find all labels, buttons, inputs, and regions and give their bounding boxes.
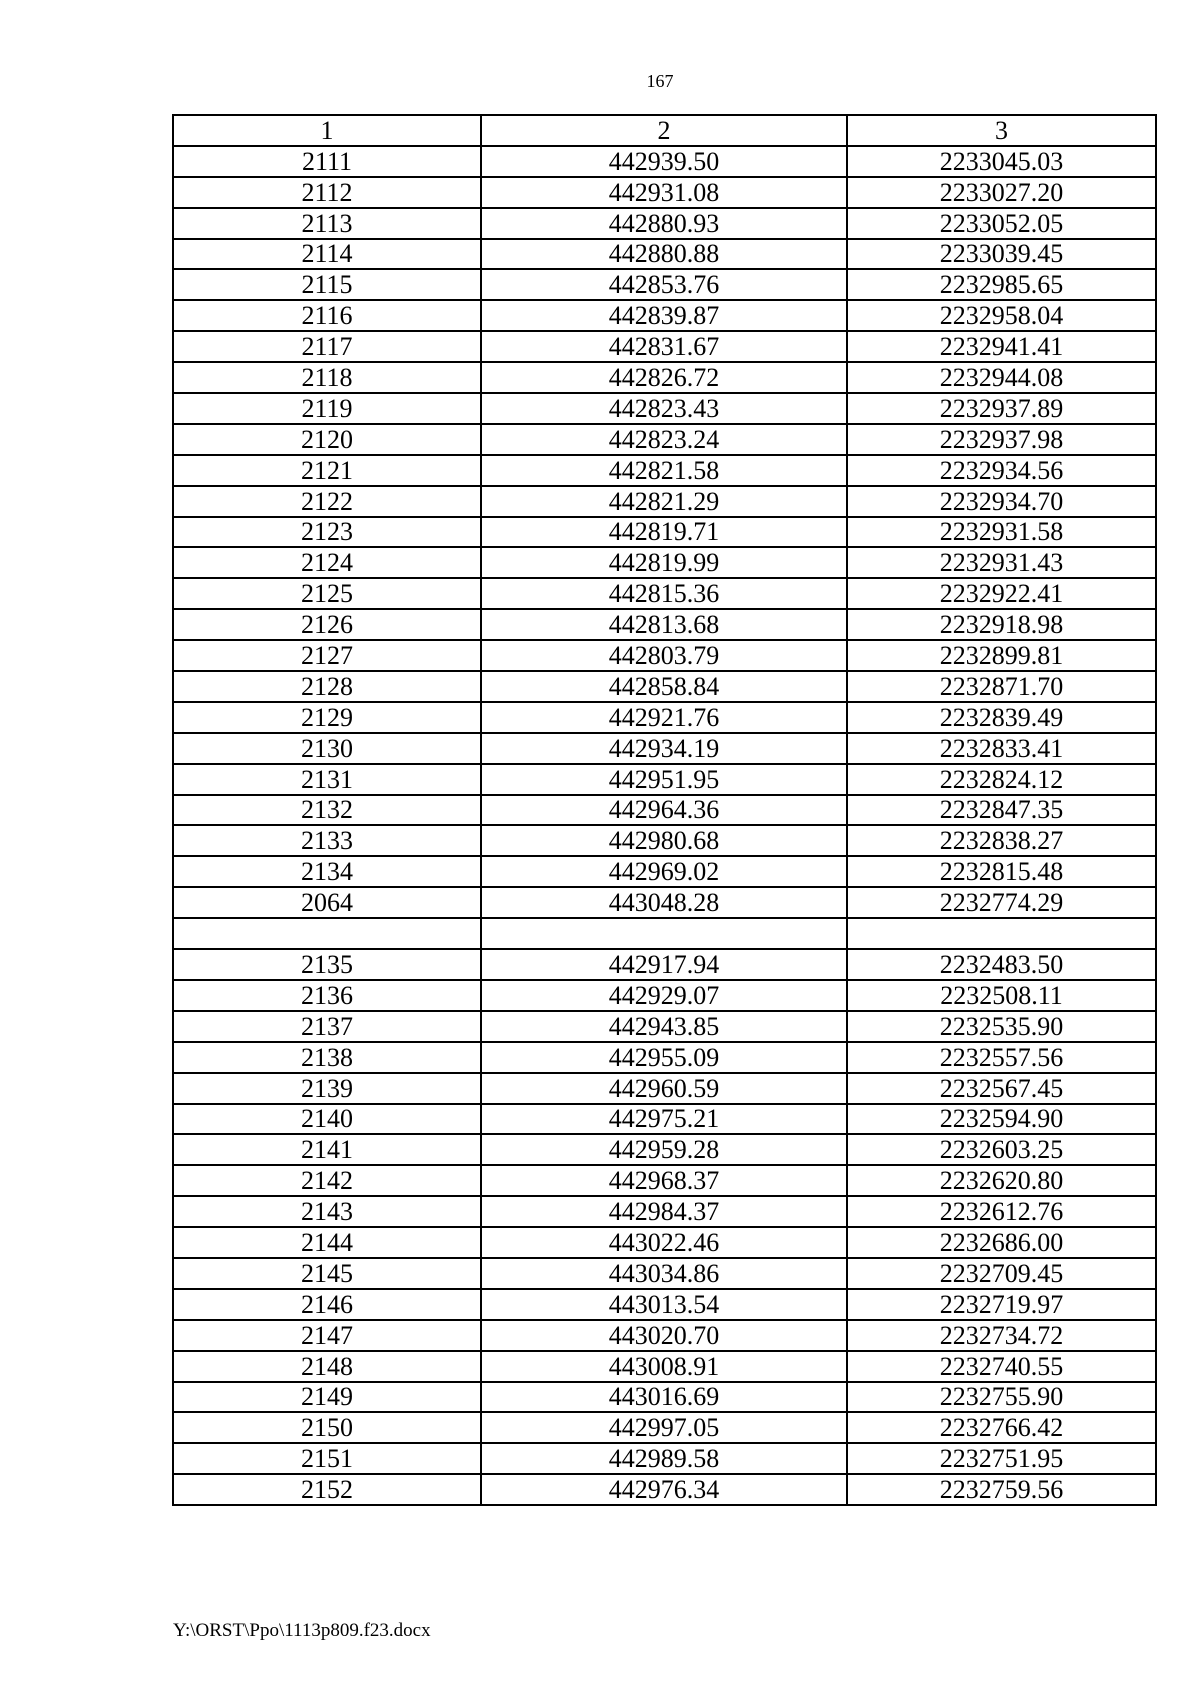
point-number-cell: 2132 <box>173 795 481 826</box>
point-number-cell: 2147 <box>173 1320 481 1351</box>
x-coordinate-cell: 442858.84 <box>481 671 847 702</box>
table-row <box>173 208 1156 239</box>
table-body <box>173 146 1156 1505</box>
y-coordinate-cell: 2232483.50 <box>847 949 1156 980</box>
y-coordinate-cell: 2233027.20 <box>847 177 1156 208</box>
point-number-cell: 2118 <box>173 362 481 393</box>
x-coordinate-cell: 442880.93 <box>481 208 847 239</box>
table-row <box>173 1320 1156 1351</box>
coordinates-table <box>172 114 1157 1506</box>
y-coordinate-cell: 2232941.41 <box>847 331 1156 362</box>
y-coordinate-cell: 2232751.95 <box>847 1443 1156 1474</box>
table-row <box>173 671 1156 702</box>
y-coordinate-cell: 2232567.45 <box>847 1073 1156 1104</box>
y-coordinate-cell: 2232944.08 <box>847 362 1156 393</box>
y-coordinate-cell: 2232612.76 <box>847 1196 1156 1227</box>
y-coordinate-cell: 2232755.90 <box>847 1382 1156 1413</box>
y-coordinate-cell: 2233039.45 <box>847 239 1156 270</box>
y-coordinate-cell: 2232620.80 <box>847 1165 1156 1196</box>
point-number-cell <box>173 918 481 949</box>
table-row <box>173 1412 1156 1443</box>
point-number-cell: 2140 <box>173 1104 481 1135</box>
x-coordinate-cell: 442823.24 <box>481 424 847 455</box>
table-header-row <box>173 115 1156 146</box>
table-row <box>173 702 1156 733</box>
x-coordinate-cell: 442959.28 <box>481 1134 847 1165</box>
point-number-cell: 2136 <box>173 980 481 1011</box>
y-coordinate-cell: 2232774.29 <box>847 887 1156 918</box>
point-number-cell: 2135 <box>173 949 481 980</box>
y-coordinate-cell <box>847 918 1156 949</box>
x-coordinate-cell: 443034.86 <box>481 1258 847 1289</box>
point-number-cell: 2148 <box>173 1351 481 1382</box>
table-row <box>173 825 1156 856</box>
point-number-cell: 2142 <box>173 1165 481 1196</box>
table-row <box>173 949 1156 980</box>
point-number-cell: 2129 <box>173 702 481 733</box>
y-coordinate-cell: 2232759.56 <box>847 1474 1156 1505</box>
x-coordinate-cell: 442815.36 <box>481 578 847 609</box>
file-path-footer: Y:\ORST\Ppo\1113p809.f23.docx <box>173 1620 431 1641</box>
point-number-cell: 2141 <box>173 1134 481 1165</box>
y-coordinate-cell: 2232871.70 <box>847 671 1156 702</box>
y-coordinate-cell: 2232922.41 <box>847 578 1156 609</box>
x-coordinate-cell: 442823.43 <box>481 393 847 424</box>
y-coordinate-cell: 2232686.00 <box>847 1227 1156 1258</box>
x-coordinate-cell: 442921.76 <box>481 702 847 733</box>
point-number-cell: 2151 <box>173 1443 481 1474</box>
x-coordinate-cell: 442939.50 <box>481 146 847 177</box>
x-coordinate-cell: 442984.37 <box>481 1196 847 1227</box>
table-row <box>173 177 1156 208</box>
y-coordinate-cell: 2232931.58 <box>847 517 1156 548</box>
x-coordinate-cell: 443016.69 <box>481 1382 847 1413</box>
table-row <box>173 1073 1156 1104</box>
y-coordinate-cell: 2232985.65 <box>847 269 1156 300</box>
x-coordinate-cell: 442831.67 <box>481 331 847 362</box>
point-number-cell: 2064 <box>173 887 481 918</box>
y-coordinate-cell: 2232937.98 <box>847 424 1156 455</box>
table-row <box>173 424 1156 455</box>
x-coordinate-cell: 442955.09 <box>481 1042 847 1073</box>
coordinates-table-container <box>172 114 1155 1506</box>
x-coordinate-cell: 442951.95 <box>481 764 847 795</box>
point-number-cell: 2114 <box>173 239 481 270</box>
x-coordinate-cell: 443013.54 <box>481 1289 847 1320</box>
table-row <box>173 486 1156 517</box>
table-row <box>173 640 1156 671</box>
x-coordinate-cell: 443048.28 <box>481 887 847 918</box>
point-number-cell: 2133 <box>173 825 481 856</box>
y-coordinate-cell: 2232603.25 <box>847 1134 1156 1165</box>
y-coordinate-cell: 2232934.70 <box>847 486 1156 517</box>
point-number-cell: 2128 <box>173 671 481 702</box>
table-row <box>173 980 1156 1011</box>
table-row <box>173 455 1156 486</box>
point-number-cell: 2124 <box>173 547 481 578</box>
table-row <box>173 609 1156 640</box>
y-coordinate-cell: 2232899.81 <box>847 640 1156 671</box>
point-number-cell: 2144 <box>173 1227 481 1258</box>
table-row <box>173 146 1156 177</box>
x-coordinate-cell: 442989.58 <box>481 1443 847 1474</box>
point-number-cell: 2111 <box>173 146 481 177</box>
table-row <box>173 1042 1156 1073</box>
point-number-cell: 2137 <box>173 1011 481 1042</box>
x-coordinate-cell: 442813.68 <box>481 609 847 640</box>
x-coordinate-cell: 442880.88 <box>481 239 847 270</box>
x-coordinate-cell: 442853.76 <box>481 269 847 300</box>
table-row <box>173 856 1156 887</box>
y-coordinate-cell: 2232958.04 <box>847 300 1156 331</box>
x-coordinate-cell: 442839.87 <box>481 300 847 331</box>
x-coordinate-cell: 442969.02 <box>481 856 847 887</box>
y-coordinate-cell: 2232931.43 <box>847 547 1156 578</box>
x-coordinate-cell: 442997.05 <box>481 1412 847 1443</box>
table-row <box>173 362 1156 393</box>
table-row <box>173 1134 1156 1165</box>
x-coordinate-cell: 442819.99 <box>481 547 847 578</box>
point-number-cell: 2134 <box>173 856 481 887</box>
point-number-cell: 2115 <box>173 269 481 300</box>
x-coordinate-cell: 442943.85 <box>481 1011 847 1042</box>
x-coordinate-cell: 442803.79 <box>481 640 847 671</box>
table-row <box>173 733 1156 764</box>
point-number-cell: 2113 <box>173 208 481 239</box>
table-row <box>173 1382 1156 1413</box>
x-coordinate-cell: 442929.07 <box>481 980 847 1011</box>
y-coordinate-cell: 2232719.97 <box>847 1289 1156 1320</box>
table-row <box>173 331 1156 362</box>
point-number-cell: 2138 <box>173 1042 481 1073</box>
table-row <box>173 1165 1156 1196</box>
table-row <box>173 918 1156 949</box>
y-coordinate-cell: 2232734.72 <box>847 1320 1156 1351</box>
column-header-1: 1 <box>173 115 481 146</box>
y-coordinate-cell: 2232839.49 <box>847 702 1156 733</box>
y-coordinate-cell: 2232838.27 <box>847 825 1156 856</box>
y-coordinate-cell: 2233045.03 <box>847 146 1156 177</box>
table-row <box>173 1443 1156 1474</box>
table-row <box>173 578 1156 609</box>
x-coordinate-cell: 442819.71 <box>481 517 847 548</box>
y-coordinate-cell: 2233052.05 <box>847 208 1156 239</box>
point-number-cell: 2145 <box>173 1258 481 1289</box>
table-row <box>173 887 1156 918</box>
y-coordinate-cell: 2232937.89 <box>847 393 1156 424</box>
table-row <box>173 1011 1156 1042</box>
point-number-cell: 2152 <box>173 1474 481 1505</box>
point-number-cell: 2139 <box>173 1073 481 1104</box>
point-number-cell: 2146 <box>173 1289 481 1320</box>
point-number-cell: 2122 <box>173 486 481 517</box>
point-number-cell: 2117 <box>173 331 481 362</box>
y-coordinate-cell: 2232815.48 <box>847 856 1156 887</box>
point-number-cell: 2130 <box>173 733 481 764</box>
x-coordinate-cell: 442960.59 <box>481 1073 847 1104</box>
table-row <box>173 795 1156 826</box>
table-row <box>173 764 1156 795</box>
y-coordinate-cell: 2232766.42 <box>847 1412 1156 1443</box>
x-coordinate-cell: 442917.94 <box>481 949 847 980</box>
table-row <box>173 1104 1156 1135</box>
x-coordinate-cell: 442821.29 <box>481 486 847 517</box>
y-coordinate-cell: 2232508.11 <box>847 980 1156 1011</box>
table-row <box>173 269 1156 300</box>
point-number-cell: 2126 <box>173 609 481 640</box>
x-coordinate-cell: 442964.36 <box>481 795 847 826</box>
table-row <box>173 239 1156 270</box>
table-header <box>173 115 1156 146</box>
point-number-cell: 2119 <box>173 393 481 424</box>
y-coordinate-cell: 2232847.35 <box>847 795 1156 826</box>
point-number-cell: 2150 <box>173 1412 481 1443</box>
x-coordinate-cell: 442975.21 <box>481 1104 847 1135</box>
y-coordinate-cell: 2232824.12 <box>847 764 1156 795</box>
y-coordinate-cell: 2232594.90 <box>847 1104 1156 1135</box>
x-coordinate-cell: 442826.72 <box>481 362 847 393</box>
y-coordinate-cell: 2232557.56 <box>847 1042 1156 1073</box>
column-header-2: 2 <box>481 115 847 146</box>
x-coordinate-cell <box>481 918 847 949</box>
y-coordinate-cell: 2232535.90 <box>847 1011 1156 1042</box>
table-row <box>173 1289 1156 1320</box>
y-coordinate-cell: 2232934.56 <box>847 455 1156 486</box>
point-number-cell: 2131 <box>173 764 481 795</box>
point-number-cell: 2143 <box>173 1196 481 1227</box>
table-row <box>173 1227 1156 1258</box>
point-number-cell: 2127 <box>173 640 481 671</box>
y-coordinate-cell: 2232833.41 <box>847 733 1156 764</box>
x-coordinate-cell: 442976.34 <box>481 1474 847 1505</box>
y-coordinate-cell: 2232918.98 <box>847 609 1156 640</box>
point-number-cell: 2125 <box>173 578 481 609</box>
table-row <box>173 1196 1156 1227</box>
table-row <box>173 393 1156 424</box>
table-row <box>173 1258 1156 1289</box>
x-coordinate-cell: 442821.58 <box>481 455 847 486</box>
y-coordinate-cell: 2232740.55 <box>847 1351 1156 1382</box>
x-coordinate-cell: 443020.70 <box>481 1320 847 1351</box>
point-number-cell: 2121 <box>173 455 481 486</box>
point-number-cell: 2116 <box>173 300 481 331</box>
x-coordinate-cell: 442931.08 <box>481 177 847 208</box>
table-row <box>173 517 1156 548</box>
point-number-cell: 2123 <box>173 517 481 548</box>
table-row <box>173 300 1156 331</box>
column-header-3: 3 <box>847 115 1156 146</box>
point-number-cell: 2120 <box>173 424 481 455</box>
point-number-cell: 2112 <box>173 177 481 208</box>
y-coordinate-cell: 2232709.45 <box>847 1258 1156 1289</box>
x-coordinate-cell: 442934.19 <box>481 733 847 764</box>
point-number-cell: 2149 <box>173 1382 481 1413</box>
x-coordinate-cell: 442980.68 <box>481 825 847 856</box>
table-row <box>173 1351 1156 1382</box>
x-coordinate-cell: 443008.91 <box>481 1351 847 1382</box>
table-row <box>173 547 1156 578</box>
table-row <box>173 1474 1156 1505</box>
x-coordinate-cell: 442968.37 <box>481 1165 847 1196</box>
page-number: 167 <box>646 71 674 91</box>
x-coordinate-cell: 443022.46 <box>481 1227 847 1258</box>
